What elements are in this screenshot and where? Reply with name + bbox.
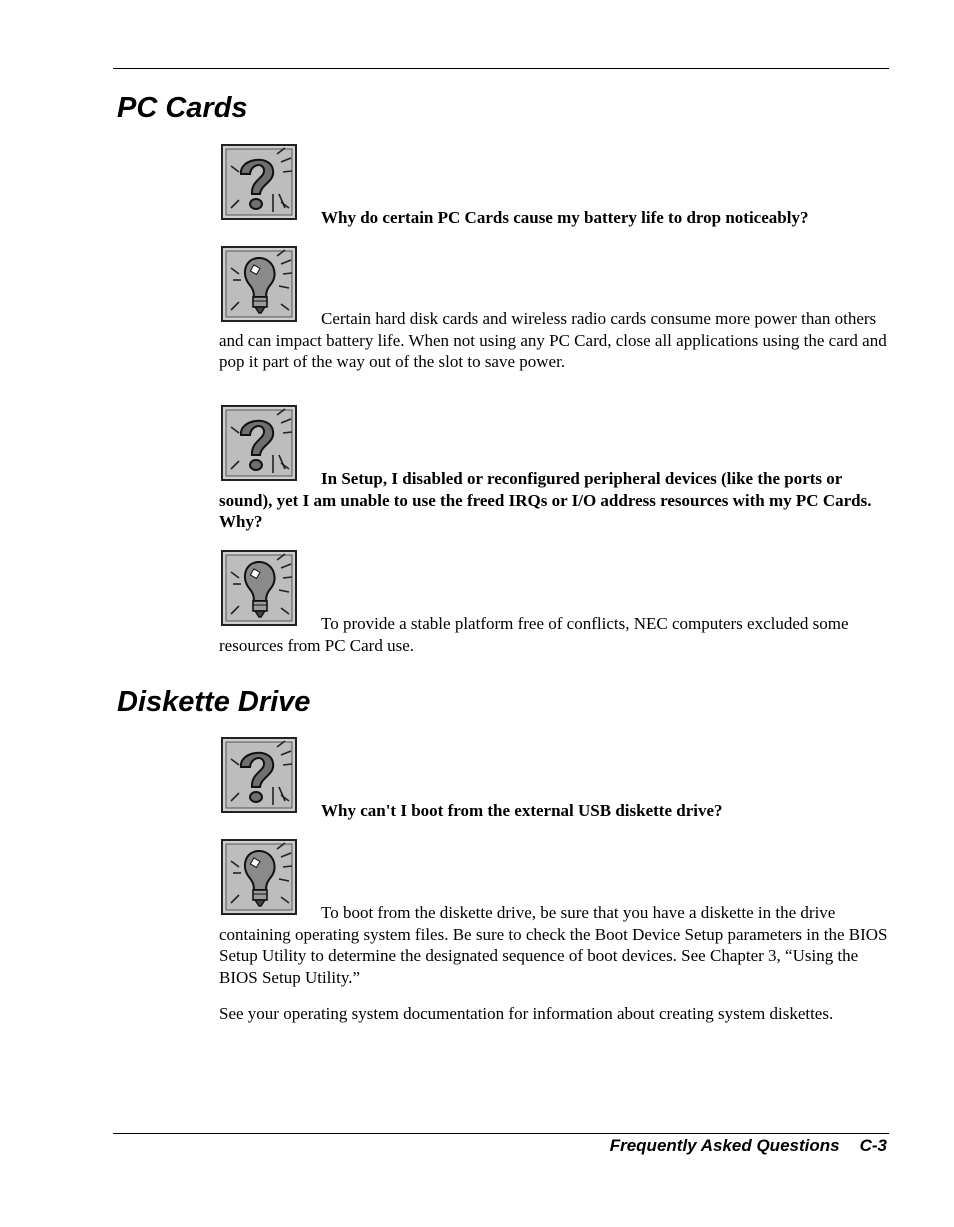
- faq-question: In Setup, I disabled or reconfigured peripheral devices (like the ports or sound), yet I am unable to use the freed IRQs or I/O address resources with my PC Cards. Why?: [219, 469, 872, 532]
- faq-question: Why can't I boot from the external USB diskette drive?: [321, 801, 723, 820]
- footer-title: Frequently Asked Questions: [609, 1136, 840, 1155]
- page-number: C-3: [859, 1136, 887, 1155]
- section-heading-diskette-drive: Diskette Drive: [117, 686, 311, 718]
- faq-answer: To boot from the diskette drive, be sure that you have a diskette in the drive containing operating system files. Be sure to check the Boot Device Setup parameters in the BIOS Setup Utility to determine the designated sequence of boot devices. See Chapter 3, “Using the BIOS Setup Utility.”: [219, 903, 888, 988]
- faq-note: See your operating system documentation for information about creating system diskettes.: [219, 1004, 834, 1023]
- footer-rule: [113, 1133, 889, 1134]
- faq-answer: To provide a stable platform free of conflicts, NEC computers excluded some resources from PC Card use.: [219, 614, 849, 655]
- section-heading-pc-cards: PC Cards: [117, 92, 248, 124]
- page-footer: [610, 1136, 887, 1156]
- header-rule: [113, 68, 889, 69]
- faq-answer: Certain hard disk cards and wireless radio cards consume more power than others and can impact battery life. When not using any PC Card, close all applications using the card and pop it part of the way out of the slot to save power.: [219, 309, 887, 372]
- faq-question: Why do certain PC Cards cause my battery life to drop noticeably?: [321, 208, 809, 227]
